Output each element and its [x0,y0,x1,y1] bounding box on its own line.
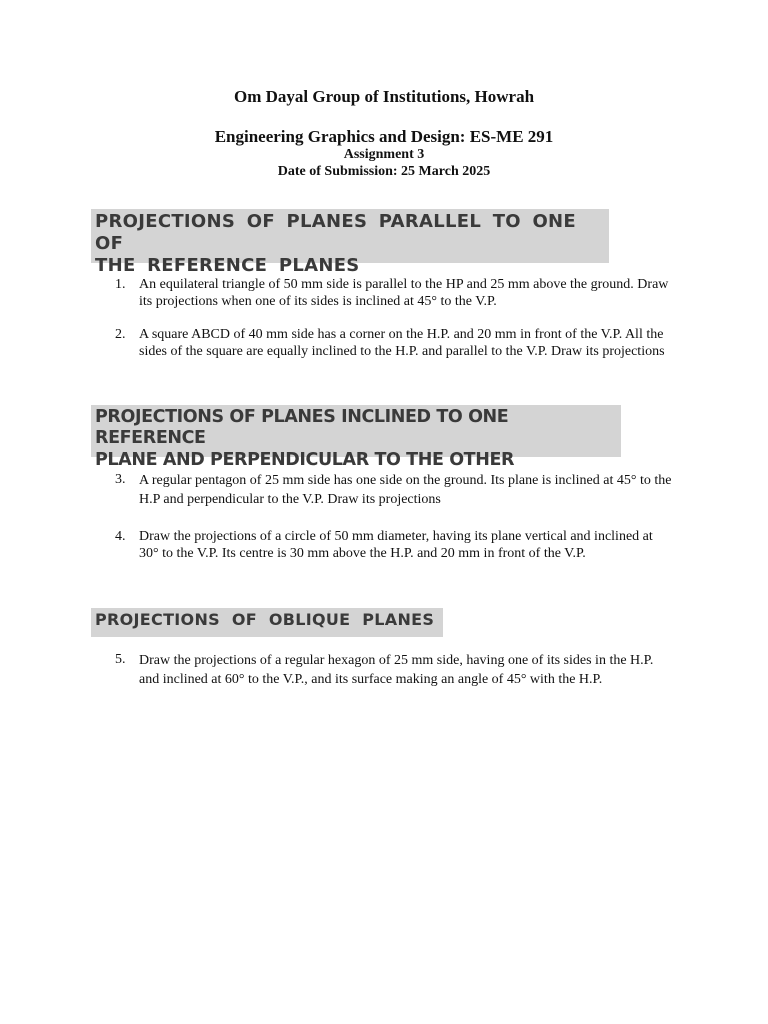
question-text: Draw the projections of a circle of 50 mm diameter, having its plane vertical and inclined at 30° to the V.P. Its centre is 30 mm above the H.P. and 20 mm in front of the V.P. [139,529,653,561]
question-number: 1. [115,277,126,292]
section-banner-parallel-planes [91,209,609,276]
question-number: 5. [115,652,126,667]
banner-line: PLANE AND PERPENDICULAR TO THE OTHER [95,449,515,470]
question-text: A regular pentagon of 25 mm side has one side on the ground. Its plane is inclined at 45° to the H.P and perpendicular to the V.P. Draw its projections [139,473,672,507]
banner-line: PROJECTIONS OF PLANES INCLINED TO ONE REFERENCE [95,407,509,449]
question-number: 3. [115,472,126,487]
question-number: 4. [115,529,126,544]
section-banner-oblique-planes [91,608,443,637]
question-text: Draw the projections of a regular hexagon of 25 mm side, having one of its sides in the H.P. and inclined at 60° to the V.P., and its surface making an angle of 45° with the H.P. [139,653,654,687]
question-text: A square ABCD of 40 mm side has a corner on the H.P. and 20 mm in front of the V.P. All the sides of the square are equally inclined to the H.P. and parallel to the V.P. Draw its projections [139,327,665,359]
question-number: 2. [115,327,126,342]
submission-date: Date of Submission: 25 March 2025 [277,164,491,179]
assignment-label: Assignment 3 [343,147,425,162]
institution-title: Om Dayal Group of Institutions, Howrah [233,87,535,106]
section-banner-inclined-planes [91,405,621,470]
question-text: An equilateral triangle of 50 mm side is parallel to the HP and 25 mm above the ground. Draw its projections when one of its sides is inclined at 45° to the V.P. [139,277,669,309]
course-title: Engineering Graphics and Design: ES-ME 291 [214,127,554,146]
banner-line: THE REFERENCE PLANES [95,254,360,276]
banner-line: PROJECTIONS OF OBLIQUE PLANES [95,610,435,629]
banner-line: PROJECTIONS OF PLANES PARALLEL TO ONE OF [95,211,577,254]
